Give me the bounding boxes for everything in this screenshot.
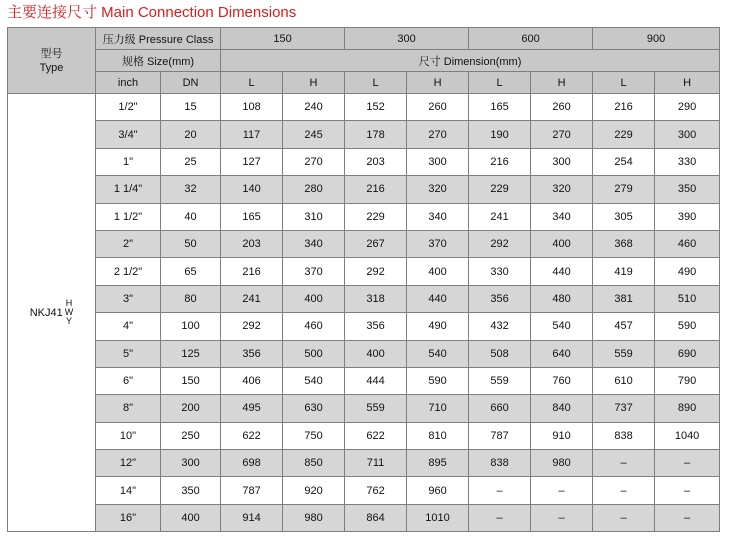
height-cell: 320: [531, 176, 593, 203]
length-cell: 400: [345, 340, 407, 367]
length-cell: 457: [593, 313, 655, 340]
length-cell: –: [593, 450, 655, 477]
dn-cell: 350: [161, 477, 221, 504]
height-cell: 640: [531, 340, 593, 367]
height-cell: 280: [283, 176, 345, 203]
dn-cell: 15: [161, 94, 221, 121]
height-cell: 630: [283, 395, 345, 422]
dn-cell: 25: [161, 148, 221, 175]
height-cell: 340: [531, 203, 593, 230]
height-cell: 810: [407, 422, 469, 449]
length-cell: 241: [221, 285, 283, 312]
height-cell: 300: [531, 148, 593, 175]
length-cell: 610: [593, 367, 655, 394]
table-row: [8, 121, 720, 148]
length-cell: 356: [221, 340, 283, 367]
length-cell: 787: [221, 477, 283, 504]
length-cell: 508: [469, 340, 531, 367]
height-cell: 290: [655, 94, 720, 121]
length-cell: 838: [593, 422, 655, 449]
height-cell: 540: [407, 340, 469, 367]
length-cell: 229: [469, 176, 531, 203]
length-cell: 152: [345, 94, 407, 121]
type-header-en: Type: [39, 61, 64, 74]
height-cell: 980: [531, 450, 593, 477]
length-cell: 622: [345, 422, 407, 449]
dn-cell: 32: [161, 176, 221, 203]
height-cell: 490: [407, 313, 469, 340]
length-cell: 914: [221, 504, 283, 531]
class-header: 600: [469, 28, 593, 50]
model-suffix: [65, 299, 74, 326]
length-cell: 108: [221, 94, 283, 121]
length-cell: 117: [221, 121, 283, 148]
length-cell: 838: [469, 450, 531, 477]
height-cell: 270: [407, 121, 469, 148]
dn-cell: 300: [161, 450, 221, 477]
inch-cell: 3/4": [96, 121, 161, 148]
height-cell: 980: [283, 504, 345, 531]
table-row: [8, 477, 720, 504]
length-cell: 318: [345, 285, 407, 312]
length-cell: –: [469, 504, 531, 531]
l-header: L: [221, 72, 283, 94]
length-cell: 216: [345, 176, 407, 203]
height-cell: 370: [407, 230, 469, 257]
dn-cell: 80: [161, 285, 221, 312]
length-cell: 432: [469, 313, 531, 340]
length-cell: 254: [593, 148, 655, 175]
dn-cell: 40: [161, 203, 221, 230]
inch-cell: 1 1/2": [96, 203, 161, 230]
height-cell: 500: [283, 340, 345, 367]
height-cell: 400: [407, 258, 469, 285]
height-cell: 920: [283, 477, 345, 504]
h-header: H: [531, 72, 593, 94]
h-header: H: [407, 72, 469, 94]
table-row: [8, 258, 720, 285]
length-cell: 559: [593, 340, 655, 367]
l-header: L: [469, 72, 531, 94]
length-cell: 165: [469, 94, 531, 121]
length-cell: 356: [345, 313, 407, 340]
model-cell: [8, 94, 96, 532]
length-cell: 292: [345, 258, 407, 285]
dimension-header: 尺寸 Dimension(mm): [221, 50, 720, 72]
height-cell: 460: [655, 230, 720, 257]
dn-cell: 250: [161, 422, 221, 449]
length-cell: 444: [345, 367, 407, 394]
length-cell: –: [593, 477, 655, 504]
length-cell: 698: [221, 450, 283, 477]
length-cell: 292: [469, 230, 531, 257]
table-row: [8, 422, 720, 449]
length-cell: 190: [469, 121, 531, 148]
inch-cell: 1 1/4": [96, 176, 161, 203]
inch-cell: 3": [96, 285, 161, 312]
page-title: 主要连接尺寸 Main Connection Dimensions: [7, 4, 297, 21]
height-cell: 340: [407, 203, 469, 230]
height-cell: 510: [655, 285, 720, 312]
height-cell: 760: [531, 367, 593, 394]
model-suffix-letter: W: [64, 307, 74, 318]
height-cell: 540: [531, 313, 593, 340]
height-cell: 270: [283, 148, 345, 175]
h-header: H: [655, 72, 720, 94]
height-cell: –: [655, 504, 720, 531]
length-cell: 356: [469, 285, 531, 312]
table-row: [8, 230, 720, 257]
height-cell: 690: [655, 340, 720, 367]
length-cell: 737: [593, 395, 655, 422]
dn-cell: 65: [161, 258, 221, 285]
inch-cell: 1": [96, 148, 161, 175]
height-cell: 340: [283, 230, 345, 257]
length-cell: 203: [345, 148, 407, 175]
table-row: [8, 504, 720, 531]
height-cell: 245: [283, 121, 345, 148]
l-header: L: [345, 72, 407, 94]
l-header: L: [593, 72, 655, 94]
height-cell: 400: [283, 285, 345, 312]
height-cell: 270: [531, 121, 593, 148]
dn-cell: 20: [161, 121, 221, 148]
length-cell: 216: [593, 94, 655, 121]
height-cell: 960: [407, 477, 469, 504]
height-cell: 890: [655, 395, 720, 422]
length-cell: 178: [345, 121, 407, 148]
height-cell: 350: [655, 176, 720, 203]
inch-cell: 2 1/2": [96, 258, 161, 285]
model-suffix-letter: H: [65, 298, 73, 309]
inch-cell: 14": [96, 477, 161, 504]
height-cell: 390: [655, 203, 720, 230]
inch-cell: 5": [96, 340, 161, 367]
length-cell: 559: [469, 367, 531, 394]
height-cell: 240: [283, 94, 345, 121]
height-cell: –: [655, 477, 720, 504]
table-row: [8, 176, 720, 203]
length-cell: 241: [469, 203, 531, 230]
length-cell: 305: [593, 203, 655, 230]
length-cell: 622: [221, 422, 283, 449]
dn-cell: 150: [161, 367, 221, 394]
dn-cell: 50: [161, 230, 221, 257]
height-cell: 260: [531, 94, 593, 121]
length-cell: 660: [469, 395, 531, 422]
length-cell: 267: [345, 230, 407, 257]
class-header: 900: [593, 28, 720, 50]
table-row: [8, 94, 720, 121]
height-cell: 850: [283, 450, 345, 477]
height-cell: 300: [407, 148, 469, 175]
type-header: [8, 28, 96, 94]
dn-cell: 125: [161, 340, 221, 367]
height-cell: 320: [407, 176, 469, 203]
height-cell: 710: [407, 395, 469, 422]
dn-cell: 200: [161, 395, 221, 422]
height-cell: 310: [283, 203, 345, 230]
table-row: [8, 148, 720, 175]
inch-cell: 4": [96, 313, 161, 340]
height-cell: –: [531, 504, 593, 531]
height-cell: 300: [655, 121, 720, 148]
length-cell: 229: [593, 121, 655, 148]
length-cell: 127: [221, 148, 283, 175]
length-cell: 229: [345, 203, 407, 230]
inch-header: inch: [96, 72, 161, 94]
height-cell: 790: [655, 367, 720, 394]
height-cell: 590: [655, 313, 720, 340]
height-cell: 440: [407, 285, 469, 312]
h-header: H: [283, 72, 345, 94]
height-cell: 460: [283, 313, 345, 340]
length-cell: 381: [593, 285, 655, 312]
table-row: [8, 450, 720, 477]
height-cell: 490: [655, 258, 720, 285]
table-row: [8, 313, 720, 340]
length-cell: –: [593, 504, 655, 531]
inch-cell: 2": [96, 230, 161, 257]
height-cell: 1010: [407, 504, 469, 531]
height-cell: 750: [283, 422, 345, 449]
length-cell: 330: [469, 258, 531, 285]
length-cell: 140: [221, 176, 283, 203]
pressure-class-header: 压力级 Pressure Class: [96, 28, 221, 50]
size-header: 规格 Size(mm): [96, 50, 221, 72]
dimensions-table: [7, 27, 720, 532]
length-cell: 711: [345, 450, 407, 477]
length-cell: 203: [221, 230, 283, 257]
table-row: [8, 285, 720, 312]
inch-cell: 8": [96, 395, 161, 422]
table-row: [8, 367, 720, 394]
length-cell: 292: [221, 313, 283, 340]
inch-cell: 12": [96, 450, 161, 477]
length-cell: 216: [469, 148, 531, 175]
height-cell: 910: [531, 422, 593, 449]
inch-cell: 16": [96, 504, 161, 531]
height-cell: 400: [531, 230, 593, 257]
height-cell: 540: [283, 367, 345, 394]
height-cell: 840: [531, 395, 593, 422]
length-cell: 368: [593, 230, 655, 257]
inch-cell: 1/2": [96, 94, 161, 121]
height-cell: 330: [655, 148, 720, 175]
length-cell: 216: [221, 258, 283, 285]
dn-cell: 100: [161, 313, 221, 340]
inch-cell: 6": [96, 367, 161, 394]
length-cell: 279: [593, 176, 655, 203]
dn-header: DN: [161, 72, 221, 94]
height-cell: 590: [407, 367, 469, 394]
model-name: NKJ41: [29, 306, 63, 319]
height-cell: 895: [407, 450, 469, 477]
height-cell: –: [531, 477, 593, 504]
length-cell: 864: [345, 504, 407, 531]
length-cell: 495: [221, 395, 283, 422]
height-cell: 1040: [655, 422, 720, 449]
height-cell: 480: [531, 285, 593, 312]
type-header-cn: 型号: [40, 47, 63, 60]
table-row: [8, 340, 720, 367]
length-cell: 406: [221, 367, 283, 394]
height-cell: 260: [407, 94, 469, 121]
table-row: [8, 395, 720, 422]
table-row: [8, 203, 720, 230]
height-cell: 440: [531, 258, 593, 285]
inch-cell: 10": [96, 422, 161, 449]
model-suffix-letter: Y: [66, 316, 73, 327]
height-cell: –: [655, 450, 720, 477]
length-cell: 762: [345, 477, 407, 504]
length-cell: 419: [593, 258, 655, 285]
length-cell: 559: [345, 395, 407, 422]
height-cell: 370: [283, 258, 345, 285]
length-cell: 165: [221, 203, 283, 230]
class-header: 300: [345, 28, 469, 50]
class-header: 150: [221, 28, 345, 50]
length-cell: 787: [469, 422, 531, 449]
length-cell: –: [469, 477, 531, 504]
dn-cell: 400: [161, 504, 221, 531]
